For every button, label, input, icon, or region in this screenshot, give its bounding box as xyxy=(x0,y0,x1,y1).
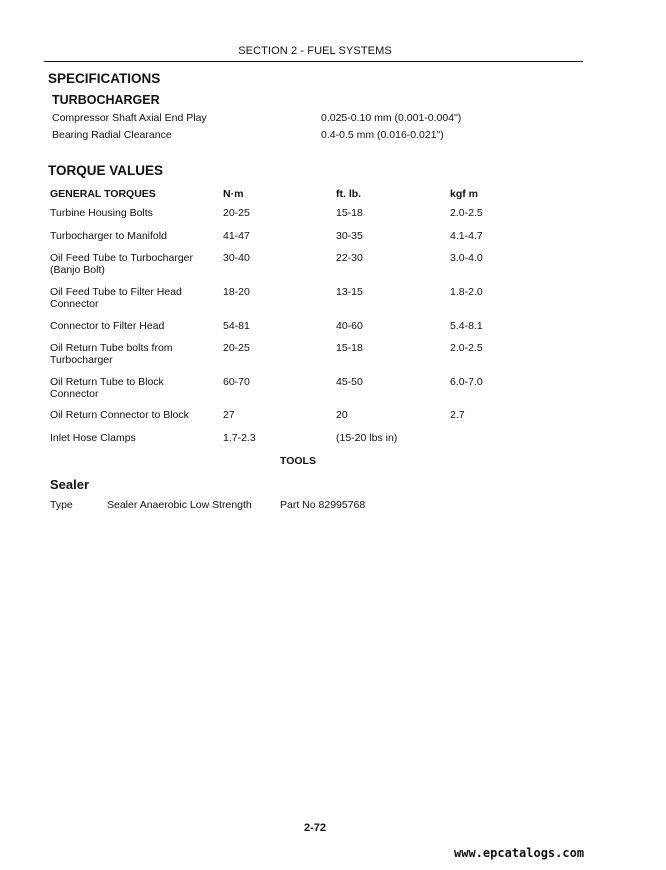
turbocharger-subheading: TURBOCHARGER xyxy=(52,93,160,107)
torque-ftlb: 22-30 xyxy=(336,252,363,264)
spec-label: Bearing Radial Clearance xyxy=(52,129,172,141)
torque-kgf: 1.8-2.0 xyxy=(450,286,483,298)
torque-kgf: 3.0-4.0 xyxy=(450,252,483,264)
column-header-item: GENERAL TORQUES xyxy=(50,188,156,200)
torque-ftlb: 15-18 xyxy=(336,342,363,354)
spec-value: 0.025-0.10 mm (0.001-0.004") xyxy=(321,112,462,124)
torque-item: Oil Return Connector to Block xyxy=(50,409,189,421)
torque-nm: 1.7-2.3 xyxy=(223,432,256,444)
sealer-description: Sealer Anaerobic Low Strength xyxy=(107,499,252,511)
torque-item-continued: Connector xyxy=(50,298,99,310)
torque-ftlb: 13-15 xyxy=(336,286,363,298)
torque-nm: 20-25 xyxy=(223,207,250,219)
torque-nm: 41-47 xyxy=(223,230,250,242)
page-number: 2-72 xyxy=(303,822,327,834)
torque-kgf: 2.0-2.5 xyxy=(450,207,483,219)
torque-ftlb: (15-20 lbs in) xyxy=(336,432,398,444)
torque-ftlb: 40-60 xyxy=(336,320,363,332)
torque-item: Oil Return Tube bolts from xyxy=(50,342,173,354)
torque-item-continued: Connector xyxy=(50,388,99,400)
torque-kgf: 2.0-2.5 xyxy=(450,342,483,354)
sealer-type-label: Type xyxy=(50,499,73,511)
watermark: www.epcatalogs.com xyxy=(454,846,585,860)
torque-ftlb: 20 xyxy=(336,409,348,421)
column-header-nm: N·m xyxy=(223,188,244,200)
specifications-heading: SPECIFICATIONS xyxy=(48,71,161,86)
torque-item-continued: Turbocharger xyxy=(50,354,113,366)
torque-item-continued: (Banjo Bolt) xyxy=(50,264,105,276)
section-header: SECTION 2 - FUEL SYSTEMS xyxy=(238,45,392,57)
torque-kgf: 5.4-8.1 xyxy=(450,320,483,332)
torque-kgf: 2.7 xyxy=(450,409,465,421)
sealer-heading: Sealer xyxy=(50,477,90,492)
torque-item: Inlet Hose Clamps xyxy=(50,432,136,444)
torque-item: Oil Feed Tube to Filter Head xyxy=(50,286,182,298)
torque-nm: 18-20 xyxy=(223,286,250,298)
tools-heading: TOOLS xyxy=(280,455,316,467)
torque-ftlb: 15-18 xyxy=(336,207,363,219)
spec-label: Compressor Shaft Axial End Play xyxy=(52,112,207,124)
torque-item: Oil Feed Tube to Turbocharger xyxy=(50,252,193,264)
torque-kgf: 6.0-7.0 xyxy=(450,376,483,388)
spec-value: 0.4-0.5 mm (0.016-0.021") xyxy=(321,129,444,141)
column-header-kgf: kgf m xyxy=(450,188,479,200)
torque-nm: 30-40 xyxy=(223,252,250,264)
torque-item: Oil Return Tube to Block xyxy=(50,376,164,388)
torque-kgf: 4.1-4.7 xyxy=(450,230,483,242)
torque-item: Turbine Housing Bolts xyxy=(50,207,153,219)
torque-ftlb: 45-50 xyxy=(336,376,363,388)
column-header-ftlb: ft. lb. xyxy=(336,188,362,200)
torque-nm: 54-81 xyxy=(223,320,250,332)
header-rule xyxy=(44,61,583,62)
torque-item: Connector to Filter Head xyxy=(50,320,165,332)
torque-ftlb: 30-35 xyxy=(336,230,363,242)
torque-nm: 20-25 xyxy=(223,342,250,354)
sealer-part-number: Part No 82995768 xyxy=(280,499,366,511)
torque-nm: 27 xyxy=(223,409,235,421)
torque-values-heading: TORQUE VALUES xyxy=(48,163,164,178)
torque-item: Turbocharger to Manifold xyxy=(50,230,167,242)
torque-nm: 60-70 xyxy=(223,376,250,388)
